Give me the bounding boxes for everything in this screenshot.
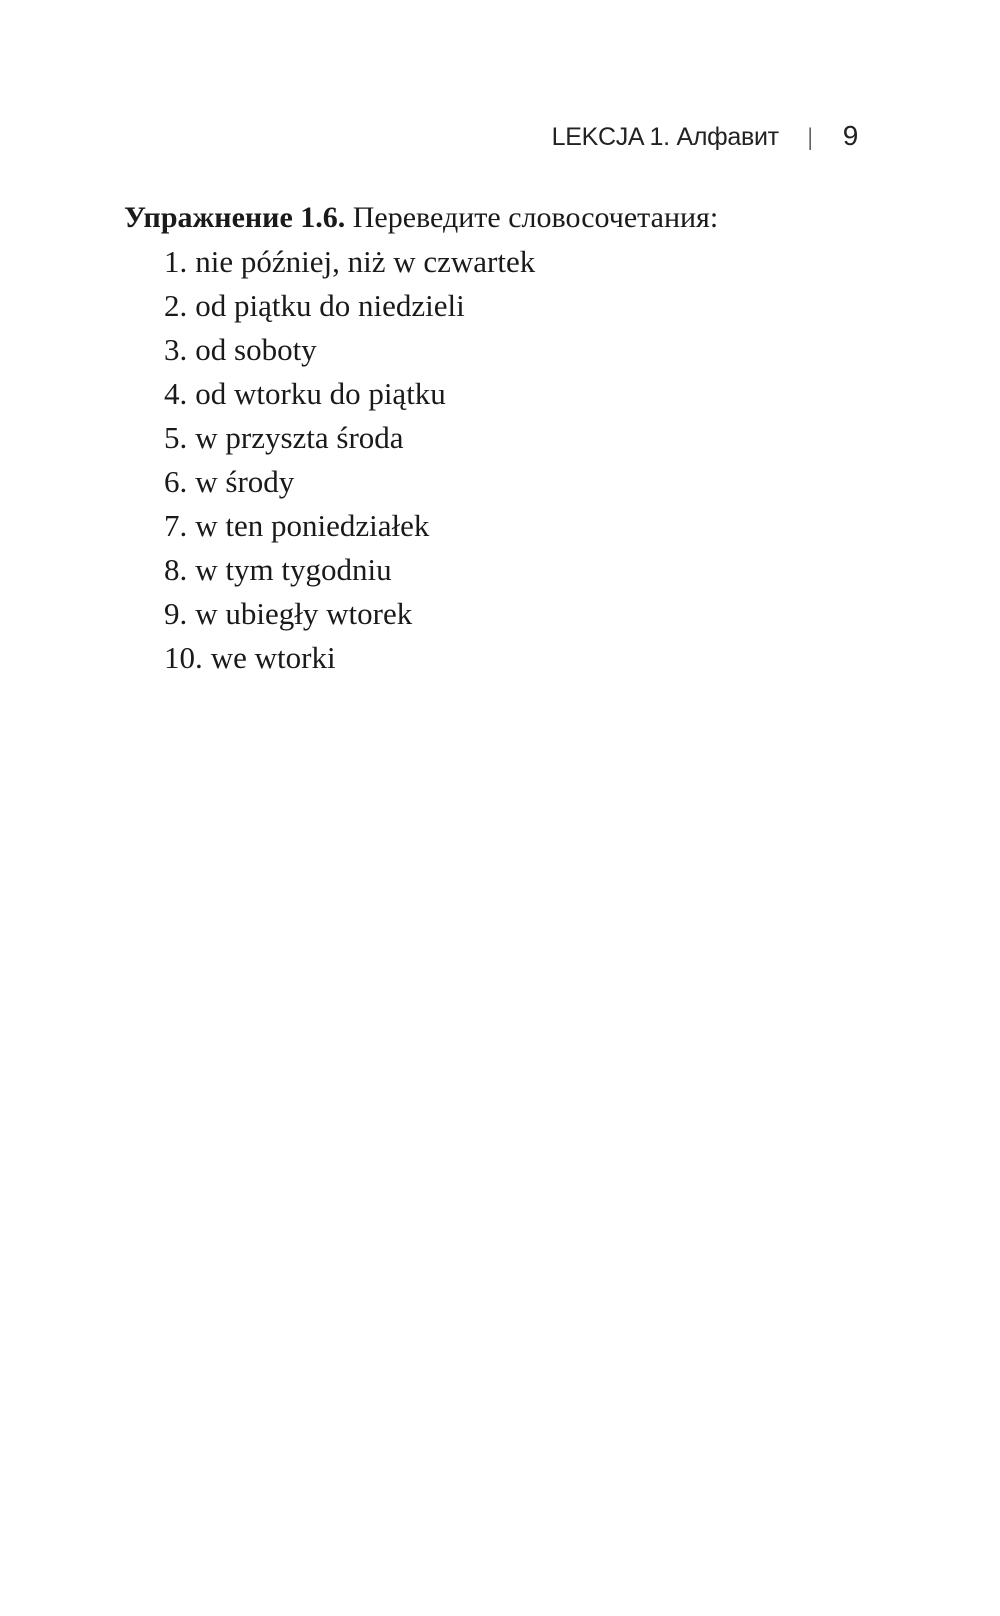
list-item: [164, 372, 718, 416]
exercise-heading: [124, 196, 718, 240]
item-text: w ubiegły wtorek: [195, 596, 413, 631]
item-number: 5.: [164, 420, 188, 455]
list-item: [164, 504, 718, 548]
item-number: 10.: [164, 640, 203, 675]
item-text: w ten poniedziałek: [195, 508, 430, 543]
item-number: 8.: [164, 552, 188, 587]
item-number: 9.: [164, 596, 188, 631]
item-text: nie później, niż w czwartek: [195, 244, 536, 279]
item-number: 1.: [164, 244, 188, 279]
item-text: w przyszta środa: [195, 420, 404, 455]
section-title: LEKCJA 1. Алфавит: [551, 123, 779, 151]
item-number: 3.: [164, 332, 188, 367]
page-number: 9: [842, 120, 858, 151]
phrase-list: [124, 240, 718, 680]
item-text: od wtorku do piątku: [195, 376, 446, 411]
list-item: [164, 328, 718, 372]
item-text: od piątku do niedzieli: [195, 288, 465, 323]
item-number: 6.: [164, 464, 188, 499]
list-item: [164, 416, 718, 460]
exercise-instruction: Переведите словосочетания:: [352, 201, 719, 234]
item-number: 7.: [164, 508, 188, 543]
exercise-block: [124, 196, 718, 680]
item-text: w tym tygodniu: [195, 552, 392, 587]
item-number: 2.: [164, 288, 188, 323]
item-text: od soboty: [195, 332, 317, 367]
item-text: w środy: [195, 464, 295, 499]
item-number: 4.: [164, 376, 188, 411]
list-item: [164, 548, 718, 592]
item-text: we wtorki: [210, 640, 336, 675]
exercise-label: Упражнение 1.6.: [124, 201, 346, 234]
list-item: [164, 460, 718, 504]
running-header: [552, 120, 858, 152]
list-item: [164, 636, 718, 680]
list-item: [164, 284, 718, 328]
header-separator: |: [807, 124, 812, 151]
list-item: [164, 240, 718, 284]
list-item: [164, 592, 718, 636]
